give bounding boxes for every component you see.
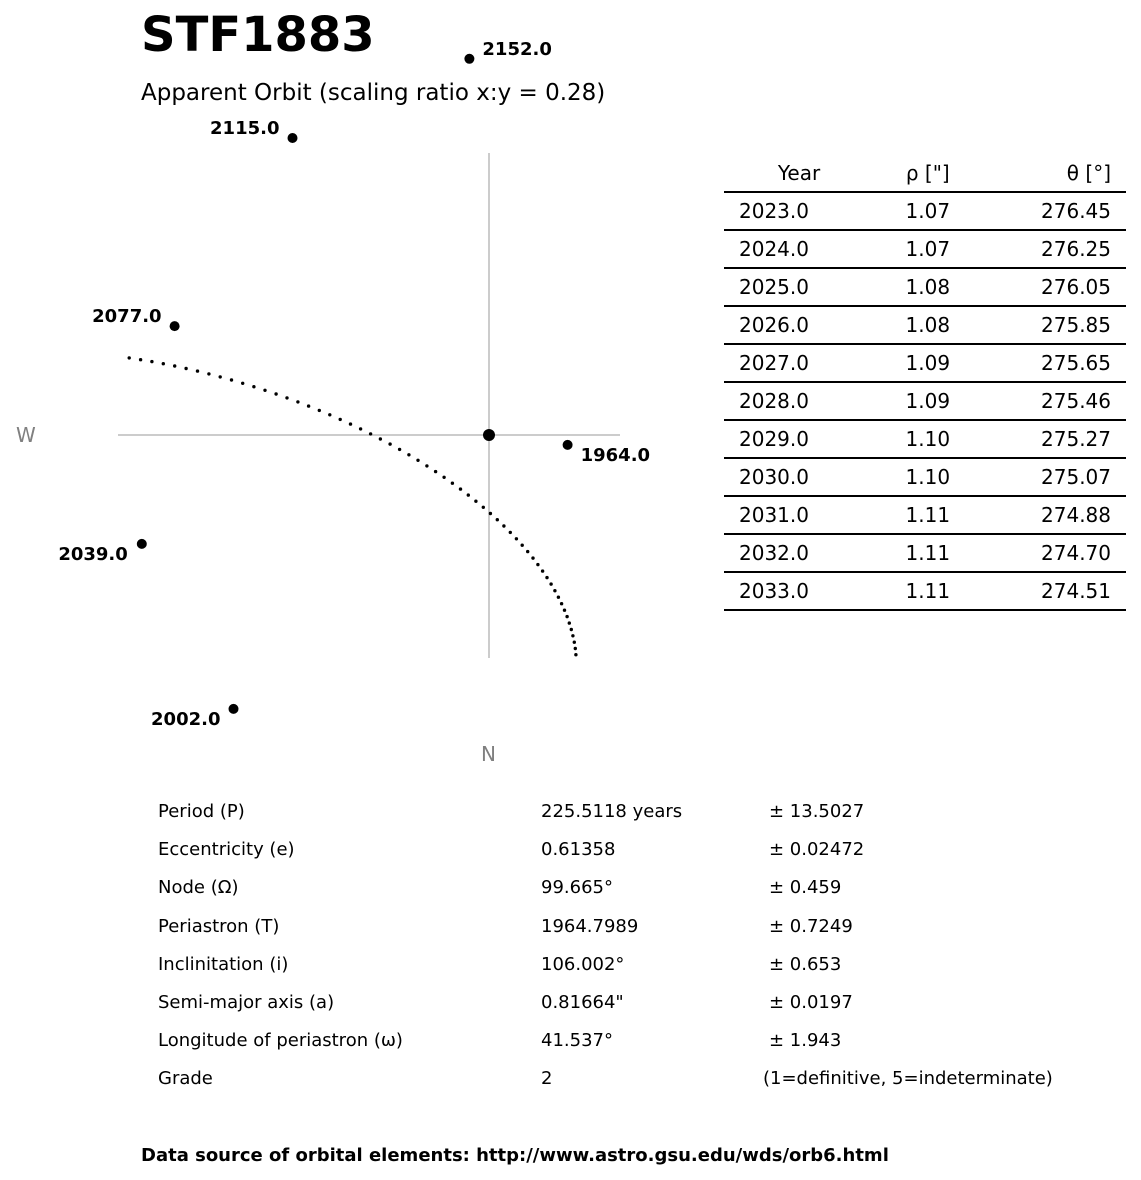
orbit-path-dots — [128, 356, 578, 656]
table-header-row — [724, 155, 1126, 192]
ephemeris-rows — [724, 192, 1126, 610]
orbit-dot — [451, 482, 454, 485]
element-error: (1=definitive, 5=indeterminate) — [763, 1068, 1053, 1090]
north-label: N — [481, 742, 496, 766]
orbit-dot — [459, 487, 462, 490]
cell-year: 2033.0 — [724, 572, 874, 610]
table-row — [724, 420, 1126, 458]
epoch-marker — [170, 321, 180, 331]
element-value: 106.002° — [541, 953, 625, 975]
orbit-dot — [339, 418, 342, 421]
orbit-dot — [388, 442, 391, 445]
orbit-dot — [515, 537, 518, 540]
cell-theta: 275.07 — [982, 458, 1126, 496]
orbit-dot — [568, 621, 571, 624]
orbit-dot — [150, 360, 153, 363]
cell-rho: 1.11 — [874, 496, 982, 534]
element-error: ± 0.02472 — [769, 839, 865, 861]
orbit-dot — [349, 422, 352, 425]
epoch-label: 2039.0 — [58, 543, 128, 565]
table-row — [724, 534, 1126, 572]
orbit-dot — [496, 518, 499, 521]
epoch-marker — [464, 54, 474, 64]
table-row — [724, 306, 1126, 344]
orbit-dot — [565, 615, 568, 618]
cell-rho: 1.09 — [874, 344, 982, 382]
table-row — [724, 458, 1126, 496]
orbit-dot — [184, 367, 187, 370]
cell-theta: 276.45 — [982, 192, 1126, 230]
element-name: Inclinitation (i) — [158, 953, 289, 975]
element-name: Grade — [158, 1068, 213, 1090]
cell-rho: 1.10 — [874, 420, 982, 458]
cell-year: 2026.0 — [724, 306, 874, 344]
element-error: ± 0.0197 — [769, 991, 853, 1013]
orbit-dot — [207, 372, 210, 375]
orbit-dot — [296, 400, 299, 403]
table-row — [724, 572, 1126, 610]
orbit-dot — [407, 453, 410, 456]
cell-year: 2023.0 — [724, 192, 874, 230]
cell-year: 2025.0 — [724, 268, 874, 306]
cell-rho: 1.08 — [874, 268, 982, 306]
orbit-dot — [252, 385, 255, 388]
orbit-dot — [196, 369, 199, 372]
orbit-dot — [241, 382, 244, 385]
cell-rho: 1.07 — [874, 192, 982, 230]
orbit-dot — [557, 596, 560, 599]
epoch-label: 2002.0 — [151, 708, 221, 730]
col-year-header: Year — [724, 155, 874, 192]
orbit-dot — [219, 375, 222, 378]
element-error: ± 13.5027 — [769, 801, 865, 822]
ephemeris-table — [724, 155, 1126, 611]
orbit-dot — [328, 413, 331, 416]
orbit-dot — [274, 392, 277, 395]
cell-theta: 274.51 — [982, 572, 1126, 610]
epoch-markers — [137, 54, 573, 714]
element-value: 41.537° — [541, 1030, 613, 1052]
element-name: Longitude of periastron (ω) — [158, 1030, 403, 1052]
cell-theta: 275.65 — [982, 344, 1126, 382]
orbit-dot — [318, 409, 321, 412]
cell-theta: 275.85 — [982, 306, 1126, 344]
element-error: ± 0.459 — [769, 877, 842, 899]
cell-theta: 275.27 — [982, 420, 1126, 458]
cell-year: 2027.0 — [724, 344, 874, 382]
orbit-dot — [379, 437, 382, 440]
epoch-marker — [137, 539, 147, 549]
table-row — [724, 344, 1126, 382]
table-row — [724, 230, 1126, 268]
orbit-dot — [162, 362, 165, 365]
orbit-dot — [545, 576, 548, 579]
element-name: Eccentricity (e) — [158, 839, 295, 861]
axes — [118, 153, 620, 658]
orbit-dot — [570, 628, 573, 631]
orbit-dot — [467, 493, 470, 496]
orbit-dot — [359, 427, 362, 430]
epoch-marker — [229, 704, 239, 714]
element-value: 0.81664" — [541, 991, 624, 1013]
element-error: ± 0.7249 — [769, 915, 853, 937]
cell-rho: 1.09 — [874, 382, 982, 420]
element-value: 99.665° — [541, 877, 613, 899]
table-row — [724, 268, 1126, 306]
cell-year: 2031.0 — [724, 496, 874, 534]
element-value: 0.61358 — [541, 839, 616, 861]
cell-rho: 1.10 — [874, 458, 982, 496]
chart-subtitle: Apparent Orbit (scaling ratio x:y = 0.28) — [141, 80, 606, 106]
orbit-dot — [560, 602, 563, 605]
element-name: Semi-major axis (a) — [158, 991, 335, 1013]
orbit-dot — [307, 404, 310, 407]
primary-star-marker — [483, 429, 495, 441]
col-rho-header: ρ ["] — [874, 155, 982, 192]
orbit-dot — [536, 563, 539, 566]
orbit-dot — [521, 544, 524, 547]
epoch-labels — [58, 39, 650, 730]
cell-theta: 275.46 — [982, 382, 1126, 420]
orbit-dot — [398, 448, 401, 451]
element-name: Periastron (T) — [158, 915, 280, 937]
element-value: 2 — [541, 1068, 553, 1090]
orbit-dot — [502, 524, 505, 527]
cell-theta: 276.05 — [982, 268, 1126, 306]
west-label: W — [16, 423, 36, 447]
cell-rho: 1.07 — [874, 230, 982, 268]
cell-rho: 1.11 — [874, 572, 982, 610]
cell-theta: 276.25 — [982, 230, 1126, 268]
element-error: ± 0.653 — [769, 953, 842, 975]
orbit-dot — [285, 396, 288, 399]
epoch-label: 1964.0 — [580, 444, 651, 466]
orbit-dot — [574, 647, 577, 650]
cell-theta: 274.70 — [982, 534, 1126, 572]
cell-year: 2028.0 — [724, 382, 874, 420]
epoch-marker — [563, 440, 573, 450]
element-name: Node (Ω) — [158, 877, 239, 899]
orbit-dot — [128, 356, 131, 359]
cell-theta: 274.88 — [982, 496, 1126, 534]
cell-year: 2032.0 — [724, 534, 874, 572]
cell-rho: 1.08 — [874, 306, 982, 344]
element-name: Period (P) — [158, 801, 245, 822]
table-row — [724, 382, 1126, 420]
orbit-dot — [173, 364, 176, 367]
orbit-dot — [263, 389, 266, 392]
orbit-dot — [553, 589, 556, 592]
orbit-dot — [541, 569, 544, 572]
orbit-dot — [442, 476, 445, 479]
table-row — [724, 192, 1126, 230]
cell-rho: 1.11 — [874, 534, 982, 572]
orbit-dot — [489, 512, 492, 515]
epoch-label: 2152.0 — [482, 38, 552, 60]
orbit-dot — [482, 506, 485, 509]
epoch-marker — [288, 133, 298, 143]
element-error: ± 1.943 — [769, 1030, 842, 1052]
col-theta-header: θ [°] — [982, 155, 1126, 192]
orbit-dot — [549, 582, 552, 585]
orbit-dot — [474, 500, 477, 503]
orbit-dot — [571, 634, 574, 637]
epoch-label: 2077.0 — [92, 306, 162, 328]
orbit-dot — [531, 556, 534, 559]
orbit-dot — [434, 470, 437, 473]
orbit-dot — [563, 609, 566, 612]
orbit-dot — [369, 432, 372, 435]
orbit-dot — [425, 464, 428, 467]
data-source-footer: Data source of orbital elements: http://www.astro.gsu.edu/wds/orb6.html — [141, 1145, 889, 1166]
cell-year: 2024.0 — [724, 230, 874, 268]
epoch-label: 2115.0 — [210, 118, 280, 139]
cell-year: 2029.0 — [724, 420, 874, 458]
orbit-dot — [573, 641, 576, 644]
orbit-dot — [526, 550, 529, 553]
orbit-dot — [509, 531, 512, 534]
orbit-dot — [230, 378, 233, 381]
chart-title: STF1883 — [141, 7, 375, 63]
table-row — [724, 496, 1126, 534]
cell-year: 2030.0 — [724, 458, 874, 496]
element-value: 1964.7989 — [541, 915, 639, 937]
element-value: 225.5118 years — [541, 801, 683, 822]
orbit-dot — [416, 459, 419, 462]
orbit-dot — [574, 653, 577, 656]
orbit-dot — [139, 358, 142, 361]
